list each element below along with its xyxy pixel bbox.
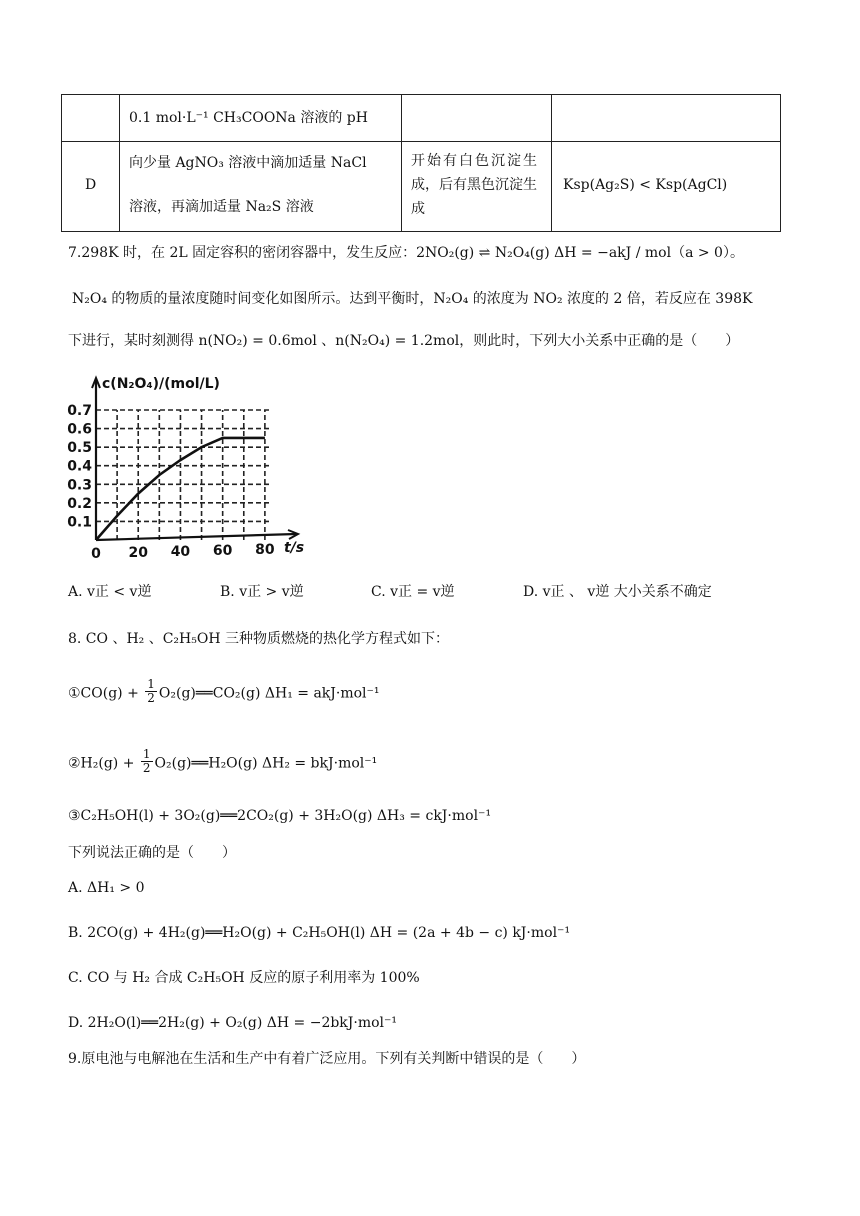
question-8-option-c: C. CO 与 H₂ 合成 C₂H₅OH 反应的原子利用率为 100% xyxy=(68,970,420,986)
question-8-option-d: D. 2H₂O(l)══2H₂(g) + O₂(g) ΔH = −2bkJ·mol⁻¹ xyxy=(68,1015,398,1031)
question-7-line3: 下进行，某时刻测得 n(NO₂) = 0.6mol 、n(N₂O₄) = 1.2mol，则此时，下列大小关系中正确的是（ ） xyxy=(68,333,740,349)
experiment-table xyxy=(61,94,781,232)
x-axis-label: t/s xyxy=(284,540,305,556)
equation-3: ③C₂H₅OH(l) + 3O₂(g)══2CO₂(g) + 3H₂O(g) ΔH₃ = ckJ·mol⁻¹ xyxy=(68,808,492,824)
y-tick-label: 0.5 xyxy=(67,440,92,457)
y-tick-label: 0.7 xyxy=(67,403,92,419)
concentration-time-chart xyxy=(66,370,305,570)
question-7-line1: 7.298K 时，在 2L 固定容积的密闭容器中，发生反应：2NO₂(g) ⇌ N₂O₄(g) ΔH = −akJ / mol（a > 0）。 xyxy=(68,245,744,261)
table-cell-phenomenon: 成，后有黑色沉淀生 xyxy=(411,177,537,193)
question-8-option-b: B. 2CO(g) + 4H₂(g)══H₂O(g) + C₂H₅OH(l) ΔH = (2a + 4b − c) kJ·mol⁻¹ xyxy=(68,925,571,941)
table-row-label-d: D xyxy=(85,177,97,193)
question-7-option-d: D. v正 、 v逆 大小关系不确定 xyxy=(523,584,712,600)
equation-1-right: O₂(g)══CO₂(g) ΔH₁ = akJ·mol⁻¹ xyxy=(158,685,380,702)
x-tick-label: 80 xyxy=(255,542,275,558)
question-9-stem: 9.原电池与电解池在生活和生产中有着广泛应用。下列有关判断中错误的是（ ） xyxy=(68,1051,586,1067)
y-tick-label: 0.3 xyxy=(67,477,92,494)
table-cell-conclusion: Ksp(Ag₂S) < Ksp(AgCl) xyxy=(563,177,728,193)
table-cell-operation: 溶液，再滴加适量 Na₂S 溶液 xyxy=(129,199,314,215)
table-cell-phenomenon: 成 xyxy=(411,201,425,217)
x-tick-label: 40 xyxy=(170,544,191,560)
fraction-half: $\frac{1}{2}$ xyxy=(142,747,151,775)
table-cell-ph-item: 0.1 mol·L⁻¹ CH₃COONa 溶液的 pH xyxy=(129,110,368,126)
equation-2-right: O₂(g)══H₂O(g) ΔH₂ = bkJ·mol⁻¹ xyxy=(154,755,378,772)
question-7-option-c: C. v正 = v逆 xyxy=(371,584,455,600)
fraction-half: $\frac{1}{2}$ xyxy=(147,677,155,705)
question-7-option-b: B. v正 > v逆 xyxy=(220,584,304,600)
question-8-stem: 8. CO 、H₂ 、C₂H₅OH 三种物质燃烧的热化学方程式如下： xyxy=(68,631,449,647)
equation-2-left: ②H₂(g) + xyxy=(68,755,139,772)
question-8-option-a: A. ΔH₁ > 0 xyxy=(68,880,145,896)
equation-2 xyxy=(68,747,378,777)
equation-1 xyxy=(68,677,380,707)
table-cell-phenomenon: 开始有白色沉淀生 xyxy=(411,153,539,169)
x-tick-label: 20 xyxy=(128,545,148,561)
question-8-ask: 下列说法正确的是（ ） xyxy=(68,845,236,861)
equation-1-left: ①CO(g) + xyxy=(68,685,144,702)
x-axis xyxy=(96,534,296,540)
y-tick-label: 0.4 xyxy=(67,458,92,475)
x-tick-label: 0 xyxy=(91,546,101,562)
y-tick-label: 0.6 xyxy=(67,421,92,438)
table-cell-operation: 向少量 AgNO₃ 溶液中滴加适量 NaCl xyxy=(129,155,367,171)
y-tick-label: 0.1 xyxy=(67,514,92,531)
y-axis-label: c(N₂O₄)/(mol/L) xyxy=(102,376,220,392)
x-tick-label: 60 xyxy=(212,543,233,559)
y-tick-label: 0.2 xyxy=(67,495,92,512)
question-7-option-a: A. v正 < v逆 xyxy=(68,584,152,600)
question-7-line2: N₂O₄ 的物质的量浓度随时间变化如图所示。达到平衡时，N₂O₄ 的浓度为 NO₂ 浓度的 2 倍，若反应在 398K xyxy=(72,291,753,307)
